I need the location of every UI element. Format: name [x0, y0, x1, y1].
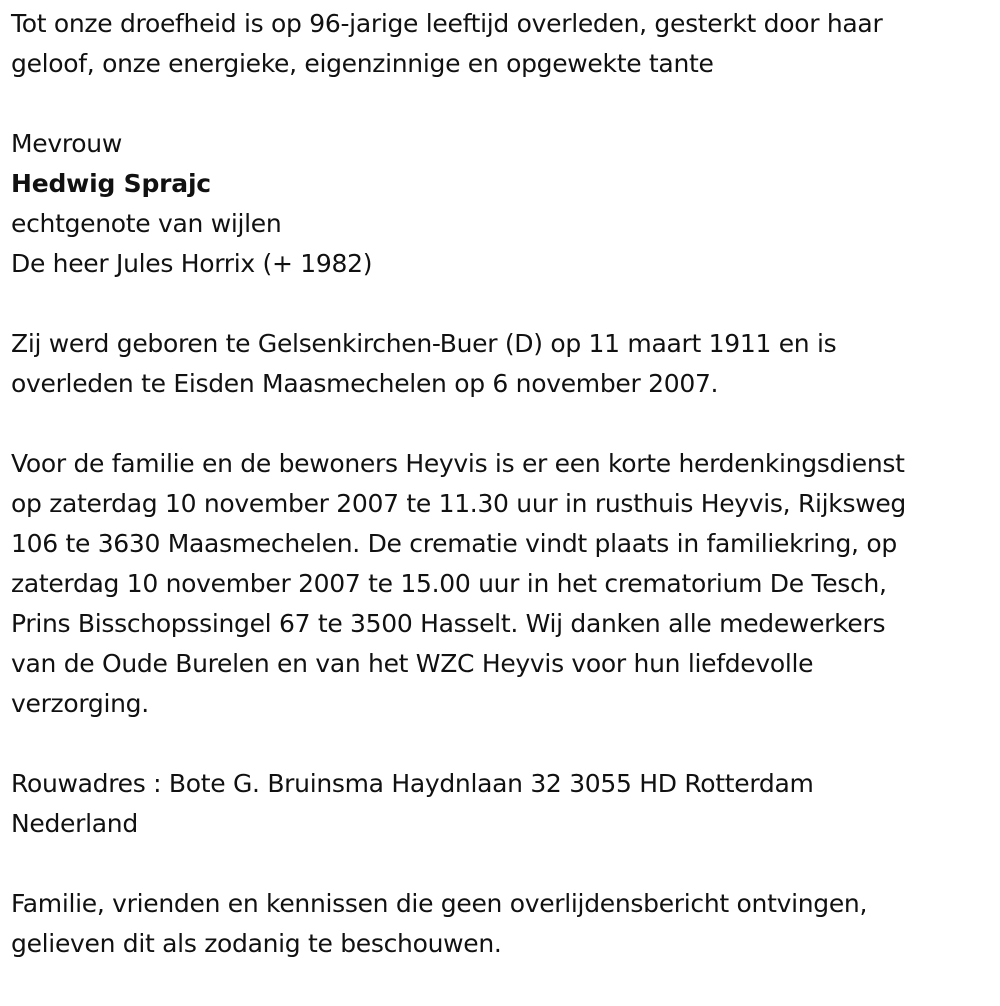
birth-death-line: Zij werd geboren te Gelsenkirchen-Buer (D) op 11 maart 1911 en is — [11, 329, 837, 358]
service-line: zaterdag 10 november 2007 te 15.00 uur in het crematorium De Tesch, — [11, 569, 887, 598]
service-paragraph — [11, 444, 996, 724]
paragraph-spacer — [11, 724, 996, 764]
closing-paragraph — [11, 884, 996, 964]
paragraph-spacer — [11, 284, 996, 324]
salutation: Mevrouw — [11, 129, 122, 158]
paragraph-spacer — [11, 84, 996, 124]
service-line: Voor de familie en de bewoners Heyvis is er een korte herdenkingsdienst — [11, 449, 905, 478]
deceased-block — [11, 124, 996, 284]
relation-text: echtgenote van wijlen — [11, 209, 282, 238]
address-paragraph — [11, 764, 996, 844]
service-line: op zaterdag 10 november 2007 te 11.30 uur in rusthuis Heyvis, Rijksweg — [11, 489, 907, 518]
intro-paragraph — [11, 4, 996, 84]
obituary-notice — [11, 4, 996, 964]
intro-line: geloof, onze energieke, eigenzinnige en opgewekte tante — [11, 49, 714, 78]
closing-line: Familie, vrienden en kennissen die geen overlijdensbericht ontvingen, — [11, 889, 868, 918]
paragraph-spacer — [11, 844, 996, 884]
service-line: Prins Bisschopssingel 67 te 3500 Hasselt. Wij danken alle medewerkers — [11, 609, 886, 638]
paragraph-spacer — [11, 404, 996, 444]
closing-line: gelieven dit als zodanig te beschouwen. — [11, 929, 502, 958]
address-line: Nederland — [11, 809, 138, 838]
service-line: van de Oude Burelen en van het WZC Heyvis voor hun liefdevolle — [11, 649, 814, 678]
address-line: Rouwadres : Bote G. Bruinsma Haydnlaan 32 3055 HD Rotterdam — [11, 769, 814, 798]
spouse-name: De heer Jules Horrix (+ 1982) — [11, 249, 373, 278]
deceased-name: Hedwig Sprajc — [11, 169, 211, 198]
birth-death-line: overleden te Eisden Maasmechelen op 6 november 2007. — [11, 369, 719, 398]
service-line: 106 te 3630 Maasmechelen. De crematie vindt plaats in familiekring, op — [11, 529, 897, 558]
birth-death-paragraph — [11, 324, 996, 404]
intro-line: Tot onze droefheid is op 96-jarige leeftijd overleden, gesterkt door haar — [11, 9, 883, 38]
service-line: verzorging. — [11, 689, 149, 718]
